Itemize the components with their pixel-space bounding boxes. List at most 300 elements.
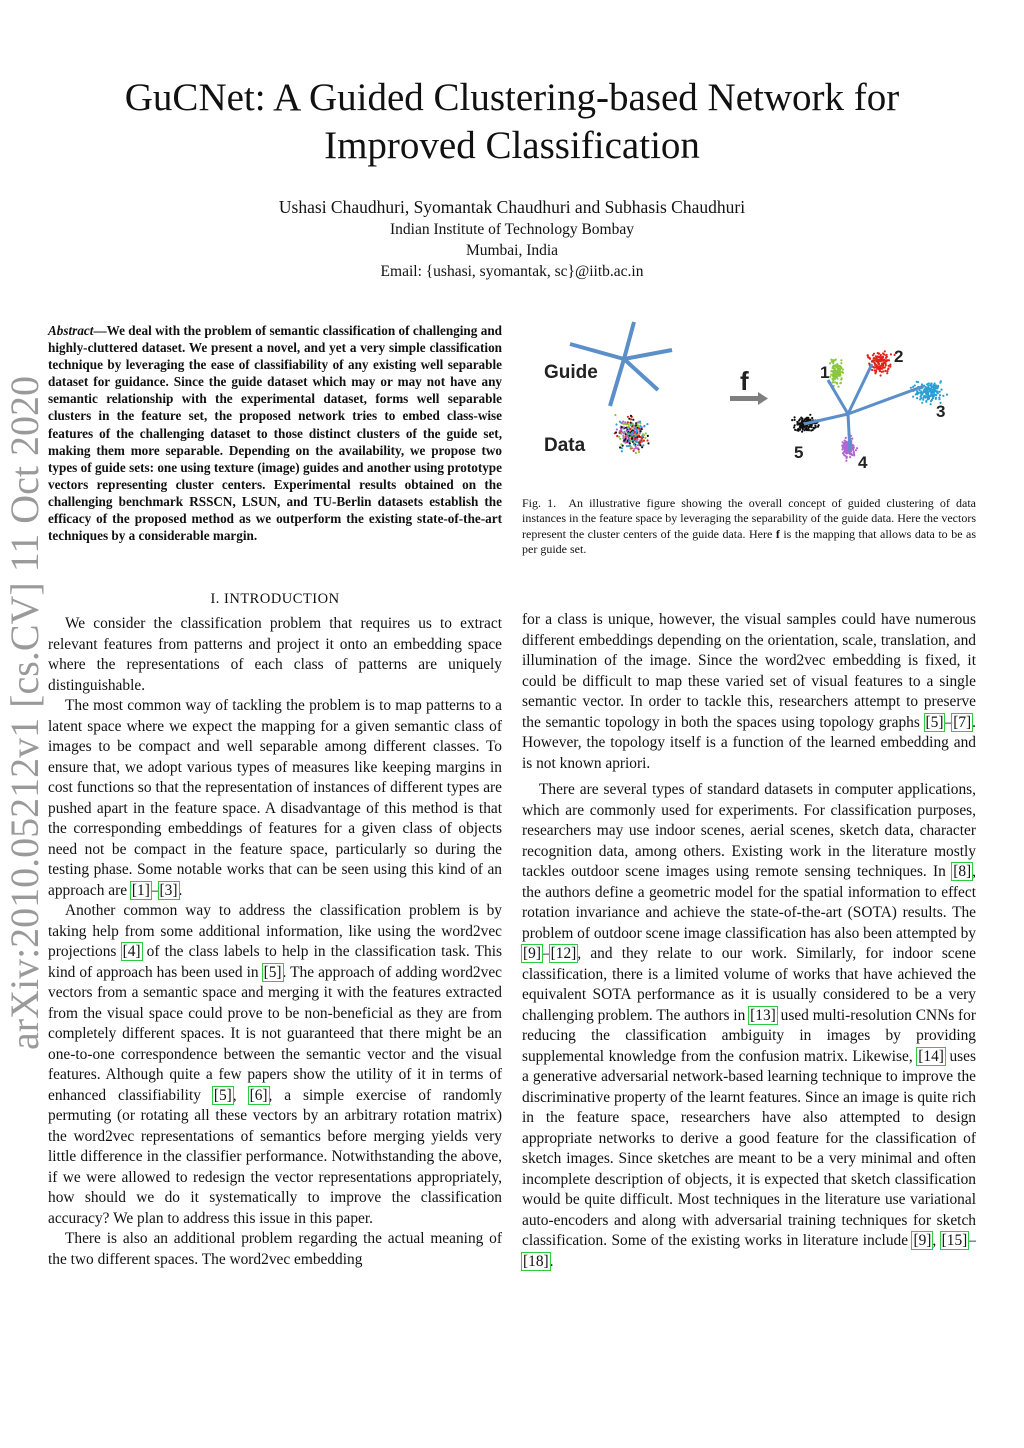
cluster-3-point (912, 396, 914, 398)
data-point (640, 439, 642, 441)
cluster-3-point (927, 394, 929, 396)
caption-f: f (775, 526, 780, 541)
cluster-2-point (880, 374, 882, 376)
cluster-5-point (810, 426, 812, 428)
cluster-3-point (940, 389, 942, 391)
cluster-3-point (939, 382, 941, 384)
cluster-2-point (890, 353, 892, 355)
cluster-3-point (935, 386, 937, 388)
cluster-4-point (851, 448, 853, 450)
cluster-2-point (887, 368, 889, 370)
cluster-2-point (867, 354, 869, 356)
cluster-1-point (832, 381, 834, 383)
cluster-4-point (849, 456, 851, 458)
cluster-3-point (927, 391, 929, 393)
cluster-5-point (808, 426, 810, 428)
cluster-vector (848, 414, 850, 452)
caption-text: An illustrative figure showing the overall concept of guided clustering of data instances in the feature space by leveraging the separability of the guide data. Here the vectors represent the cluster centers of the guide data. Here (522, 496, 976, 541)
cluster-3-point (930, 403, 932, 405)
cluster-5-point (794, 416, 796, 418)
cluster-label-4: 4 (858, 453, 868, 472)
data-point (637, 425, 639, 427)
mapping-f-label: f (740, 366, 749, 396)
data-point (626, 435, 628, 437)
cluster-2-point (871, 369, 873, 371)
cluster-1-point (837, 370, 839, 372)
citation-link[interactable]: [5] (263, 963, 282, 981)
citation-link[interactable]: [6] (249, 1086, 268, 1104)
cluster-5-point (804, 429, 806, 431)
data-point (629, 428, 631, 430)
data-point (642, 444, 644, 446)
cluster-5-point (797, 428, 799, 430)
cluster-2-point (878, 352, 880, 354)
cluster-2-point (885, 354, 887, 356)
cluster-1-point (840, 362, 842, 364)
intro-paragraph-3 (48, 901, 502, 1229)
data-point (628, 424, 630, 426)
cluster-3-point (914, 384, 916, 386)
data-point (628, 432, 630, 434)
data-point (620, 443, 622, 445)
cluster-1-point (836, 383, 838, 385)
data-point (638, 448, 640, 450)
cluster-3-point (939, 391, 941, 393)
paragraph-text: . The approach of adding word2vec vectors from a semantic space and merging it with the features extracted from the visual space could prove to be non-beneficial as they are from completely different spaces. It is not guaranteed that there might be an one-to-one correspondence between the semantic vector and the visual features. Although quite a few papers show the utility of it in terms of enhanced classifiability (48, 963, 502, 1104)
title-line-1: GuCNet: A Guided Clustering-based Network for (124, 76, 900, 119)
cluster-5-point (799, 418, 801, 420)
data-point (640, 430, 642, 432)
cluster-3-point (922, 399, 924, 401)
data-point (646, 439, 648, 441)
cluster-1-point (839, 382, 841, 384)
cluster-3-point (930, 400, 932, 402)
cluster-3-point (942, 395, 944, 397)
cluster-1-point (830, 374, 832, 376)
right-column (522, 610, 976, 1272)
data-point (622, 435, 624, 437)
cluster-4-point (842, 447, 844, 449)
data-point (628, 440, 630, 442)
cluster-2-point (878, 368, 880, 370)
mapping-arrow (730, 392, 768, 405)
cluster-1-point (837, 386, 839, 388)
citation-link[interactable]: [9] (523, 945, 541, 962)
cluster-1-point (830, 370, 832, 372)
data-point (627, 416, 629, 418)
data-point (620, 422, 622, 424)
citation-link[interactable]: [3] (159, 881, 178, 899)
arrow-shaft (730, 396, 758, 401)
cluster-3-point (931, 385, 933, 387)
right-paragraph-1 (522, 610, 976, 774)
data-point (624, 442, 626, 444)
data-point (622, 437, 624, 439)
citation-link[interactable]: [5] (925, 713, 944, 731)
cluster-2-point (881, 363, 883, 365)
data-point (627, 421, 629, 423)
title-line-2: Improved Classification (324, 124, 700, 167)
cluster-5-point (806, 417, 808, 419)
intro-paragraph-1: We consider the classification problem that requires us to extract relevant features from patterns and project it onto an embedding space where the representations of each class of patterns are uniquely distinguishable. (48, 615, 502, 694)
data-label: Data (544, 435, 586, 456)
cluster-2-point (877, 356, 879, 358)
location: Mumbai, India (465, 242, 559, 259)
cluster-2-point (884, 366, 886, 368)
affiliation (100, 219, 924, 282)
cluster-5-point (794, 419, 796, 421)
guide-vector (610, 359, 624, 406)
data-point (639, 425, 641, 427)
period: . (178, 881, 183, 899)
guide-vector (624, 350, 672, 359)
data-point (620, 429, 622, 431)
data-point (627, 426, 629, 428)
cluster-5-point (809, 414, 811, 416)
caption-end: is the mapping that allows data to be as per guide set. (522, 526, 977, 556)
cluster-5-point (810, 424, 812, 426)
cluster-5-point (818, 424, 820, 426)
comma: , (932, 1232, 941, 1249)
cluster-1-point (830, 359, 832, 361)
data-point (635, 428, 637, 430)
cluster-2-point (886, 370, 888, 372)
data-point (633, 443, 635, 445)
cluster-3-point (934, 382, 936, 384)
cluster-1-point (832, 367, 834, 369)
cluster-1-point (837, 373, 839, 375)
arxiv-watermark: arXiv:2010.05212v1 [cs.CV] 11 Oct 2020 (2, 376, 47, 1050)
data-point (634, 434, 636, 436)
cluster-5-point (807, 428, 809, 430)
data-point (614, 414, 616, 416)
citation-link[interactable]: [5] (213, 1086, 232, 1104)
cluster-4-point (856, 447, 858, 449)
data-point (638, 428, 640, 430)
period: . (549, 1252, 554, 1270)
cluster-2-point (873, 353, 875, 355)
cluster-3-point (938, 397, 940, 399)
cluster-3-point (910, 387, 912, 389)
cluster-1-point (834, 381, 836, 383)
cluster-2-point (873, 369, 875, 371)
cluster-4-point (846, 442, 848, 444)
cluster-5-point (811, 417, 813, 419)
cluster-2-point (885, 357, 887, 359)
cluster-1-point (837, 368, 839, 370)
cluster-4-point (845, 437, 847, 439)
cluster-4-point (845, 445, 847, 447)
data-point (629, 442, 631, 444)
cluster-2-point (868, 363, 870, 365)
cluster-2-point (871, 360, 873, 362)
cluster-1-point (833, 373, 835, 375)
cluster-vector (828, 380, 848, 414)
cluster-5-point (794, 424, 796, 426)
cluster-3-point (924, 390, 926, 392)
data-point (623, 426, 625, 428)
comma: , (232, 1086, 249, 1104)
cluster-2-point (879, 359, 881, 361)
author-list: Ushasi Chaudhuri, Syomantak Chaudhuri and Subhasis Chaudhuri (278, 197, 746, 217)
cluster-3-point (946, 394, 948, 396)
paragraph-text: The most common way of tackling the problem is to map patterns to a latent space where we expect the mapping for a given semantic class of images to be compact and well separable among different classes. To ensure that, we adopt various types of measures like keeping margins in cost functions so that the representation of instances of different types are pushed apart in the feature space. A disadvantage of this method is that the corresponding embeddings of features for a given class of objects need not be compact in the feature space, particularly so during the testing phase. Some notable works that can be seen using this kind of an approach are (48, 697, 502, 899)
abstract-lead: Abstract (48, 323, 94, 338)
cluster-5-point (794, 429, 796, 431)
paper-title (60, 74, 964, 170)
data-point (626, 445, 628, 447)
data-point (624, 438, 626, 440)
cluster-3-point (934, 390, 936, 392)
cluster-2-point (880, 354, 882, 356)
cluster-4-point (845, 460, 847, 462)
cluster-4-point (852, 444, 854, 446)
cluster-1-point (834, 368, 836, 370)
cluster-2-point (886, 372, 888, 374)
intro-paragraph-4: There is also an additional problem regarding the actual meaning of the two different spaces. The word2vec embedding (48, 1230, 502, 1268)
data-point (636, 439, 638, 441)
cluster-3-point (921, 402, 923, 404)
data-point (621, 426, 623, 428)
data-point (632, 439, 634, 441)
cluster-4-point (846, 449, 848, 451)
paragraph-text: of the class labels to help in the classification task. This kind of approach has been used in (48, 943, 502, 981)
data-point (643, 434, 645, 436)
cluster-5-point (791, 419, 793, 421)
cluster-3-point (919, 389, 921, 391)
cluster-4-point (855, 449, 857, 451)
citation-link[interactable]: [7] (953, 713, 972, 731)
cluster-5-point (793, 426, 795, 428)
data-point (634, 437, 636, 439)
cluster-4-point (843, 443, 845, 445)
paragraph-text: . However, the topology itself is a function of the learned embedding and is not known apriori. (522, 713, 976, 772)
data-point (641, 428, 643, 430)
data-point (622, 421, 624, 423)
data-point (635, 452, 637, 454)
cluster-5-point (800, 426, 802, 428)
data-point (637, 444, 639, 446)
cluster-1-point (834, 359, 836, 361)
abstract (48, 322, 502, 544)
cluster-3-point (925, 386, 927, 388)
cluster-3-point (917, 381, 919, 383)
cluster-label-1: 1 (820, 363, 830, 382)
data-point (619, 438, 621, 440)
cluster-5-point (801, 423, 803, 425)
paragraph-text: , the authors define a geometric model for the spatial information to effect rotation invariance and achieve the state-of-the-art (SOTA) results. The problem of outdoor scene image classification has also been attempted by (522, 863, 976, 942)
cluster-4-point (846, 456, 848, 458)
cluster-1-point (834, 378, 836, 380)
right-paragraph-2 (522, 780, 976, 1272)
cluster-5-point (815, 426, 817, 428)
abstract-text: —We deal with the problem of semantic classification of challenging and highly-cluttered dataset. We present a novel, and yet a very simple classification technique by leveraging the ease of classifiability of any existing well separable dataset for guidance. Since the guide dataset which may or may not have any semantic relationship with the experimental dataset, forms well separable clusters in the feature set, the proposed network tries to embed class-wise features of the challenging dataset to those distinct clusters of the guide set, making them more separable. Depending on the availability, we propose two types of guide sets: one using texture (image) guides and another using prototype vectors representing cluster centers. Experimental results obtained on the challenging benchmark RSSCN, LSUN, and TU-Berlin datasets establish the efficacy of the proposed method as we outperform the existing state-of-the-art techniques by a considerable margin. (48, 323, 502, 544)
cluster-3-point (926, 389, 928, 391)
cluster-3-point (922, 397, 924, 399)
cluster-1-point (832, 362, 834, 364)
cluster-2-point (881, 356, 883, 358)
cluster-2-point (881, 365, 883, 367)
arrow-head (758, 392, 768, 405)
cluster-3-point (934, 388, 936, 390)
cluster-2-point (882, 370, 884, 372)
paragraph-text: There are several types of standard datasets in computer applications, which are commonly used for experiments. For classification purposes, researchers may use indoor scenes, aerial scenes, sketch data, character recognition data, among others. Existing work in the literature mostly tackles outdoor scene images using remote sensing techniques. In (522, 781, 976, 880)
cluster-5-point (801, 431, 803, 433)
cluster-1-point (836, 377, 838, 379)
caption-prefix: Fig. 1. (522, 496, 557, 510)
cluster-2-point (888, 359, 890, 361)
cluster-3-point (916, 391, 918, 393)
paragraph-text: for a class is unique, however, the visual samples could have numerous different embeddings depending on the orientation, scale, translation, and illumination of the image. Since the word2vec embedding is fixed, it could be difficult to map these varied set of visual features to a single semantic vector. In order to tackle this, researchers attempt to preserve the semantic topology in both the spaces using topology graphs (522, 611, 976, 731)
cluster-3-point (920, 392, 922, 394)
citation-link[interactable]: [1] (131, 881, 150, 899)
cluster-3-point (929, 388, 931, 390)
cluster-label-3: 3 (936, 402, 946, 421)
cluster-2-point (875, 357, 877, 359)
cluster-3-point (936, 391, 938, 393)
cluster-label-5: 5 (794, 443, 804, 462)
data-point (616, 435, 618, 437)
data-point (632, 433, 634, 435)
data-point (615, 431, 617, 433)
data-point (623, 432, 625, 434)
data-point (638, 421, 640, 423)
data-point (615, 423, 617, 425)
cluster-5-point (797, 422, 799, 424)
cluster-4-point (843, 454, 845, 456)
citation-link[interactable]: [12] (550, 945, 577, 962)
data-point (633, 450, 635, 452)
paragraph-text: Another common way to address the classification problem is by taking help from some additional information, like using the word2vec projections (48, 902, 502, 960)
cluster-2-point (874, 364, 876, 366)
cluster-5-point (801, 418, 803, 420)
data-point (630, 415, 632, 417)
cluster-3-point (927, 397, 929, 399)
data-point (645, 432, 647, 434)
data-point (633, 426, 635, 428)
data-point (638, 451, 640, 453)
cluster-2-point (889, 364, 891, 366)
figure-1 (530, 314, 970, 474)
cluster-3-point (925, 401, 927, 403)
cluster-1-point (841, 377, 843, 379)
data-point (644, 437, 646, 439)
data-point (628, 445, 630, 447)
cluster-3-point (915, 393, 917, 395)
data-point (630, 422, 632, 424)
paragraph-text: , and they relate to our work. Similarly, for indoor scene classification, there is a limited volume of works that have achieved the equivalent SOTA performance as it is usually considered to be a very challenging problem. The authors in (522, 945, 976, 1024)
data-point (630, 446, 632, 448)
cluster-2-point (889, 366, 891, 368)
citation-link[interactable]: [14] (918, 1047, 944, 1065)
guide-vector (570, 344, 624, 359)
cluster-3-point (925, 395, 927, 397)
range-dash: – (968, 1232, 976, 1249)
paragraph-text: used multi-resolution CNNs for reducing the classification ambiguity in images by providing supplemental knowledge from the confusion matrix. Likewise, (522, 1006, 976, 1065)
cluster-label-2: 2 (894, 347, 904, 366)
cluster-5-point (801, 421, 803, 423)
range-dash: – (944, 713, 953, 731)
citation-link[interactable]: [8] (953, 863, 972, 880)
cluster-2-point (879, 370, 881, 372)
cluster-3-point (932, 394, 934, 396)
data-point (632, 419, 634, 421)
cluster-5-point (807, 419, 809, 421)
data-point (631, 424, 633, 426)
data-point (643, 425, 645, 427)
cluster-5-point (799, 422, 801, 424)
email: Email: {ushasi, syomantak, sc}@iitb.ac.in (380, 263, 644, 280)
cluster-1-point (842, 372, 844, 374)
data-point (647, 442, 649, 444)
cluster-2-point (883, 353, 885, 355)
cluster-4-point (847, 452, 849, 454)
citation-link[interactable]: [18] (523, 1252, 549, 1270)
data-point (646, 423, 648, 425)
cluster-1-point (836, 363, 838, 365)
intro-paragraph-2 (48, 696, 502, 901)
cluster-3-point (936, 387, 938, 389)
data-point (647, 435, 649, 437)
cluster-2-point (883, 360, 885, 362)
guide-vector (624, 322, 634, 359)
cluster-3-point (916, 397, 918, 399)
cluster-4-point (844, 440, 846, 442)
cluster-2-point (869, 358, 871, 360)
cluster-5-point (812, 429, 814, 431)
figure-1-graphic (530, 314, 970, 474)
citation-link[interactable]: [15] (941, 1232, 968, 1249)
cluster-3-point (927, 385, 929, 387)
data-point (621, 450, 623, 452)
data-point (619, 432, 621, 434)
data-point (619, 446, 621, 448)
data-point (635, 445, 637, 447)
cluster-4-point (853, 451, 855, 453)
data-point (643, 440, 645, 442)
cluster-2-point (884, 350, 886, 352)
citation-link[interactable]: [4] (122, 943, 141, 960)
cluster-2-point (873, 367, 875, 369)
cluster-3-point (939, 394, 941, 396)
data-point (641, 446, 643, 448)
cluster-2-point (886, 360, 888, 362)
left-column (48, 614, 502, 1270)
paragraph-text: , a simple exercise of randomly permuting (or rotating all these vectors by an arbitrary rotation matrix) the word2vec representations of semantics before merging yields very little difference in the classifier performance. Notwithstanding the above, if we were allowed to redesign the vector representations appropriately, how should we do it systematically to improve the classification accuracy? We plan to address this issue in this paper. (48, 1086, 502, 1227)
cluster-2-point (874, 371, 876, 373)
data-point (639, 444, 641, 446)
guide-label: Guide (544, 362, 598, 383)
data-point (616, 428, 618, 430)
citation-link[interactable]: [13] (750, 1006, 776, 1024)
range-dash: – (150, 881, 159, 899)
data-point (635, 441, 637, 443)
data-point (635, 431, 637, 433)
cluster-2-point (875, 355, 877, 357)
data-point (630, 418, 632, 420)
section-heading-introduction: I. INTRODUCTION (210, 591, 340, 607)
figure-1-caption (522, 496, 976, 557)
citation-link[interactable]: [9] (913, 1232, 932, 1249)
cluster-2-point (878, 365, 880, 367)
range-dash: – (541, 945, 550, 962)
institute: Indian Institute of Technology Bombay (389, 221, 634, 238)
cluster-1-point (834, 364, 836, 366)
cluster-3-point (929, 395, 931, 397)
cluster-1-point (840, 359, 842, 361)
data-scatter (614, 414, 650, 454)
guide-vector (624, 359, 658, 390)
